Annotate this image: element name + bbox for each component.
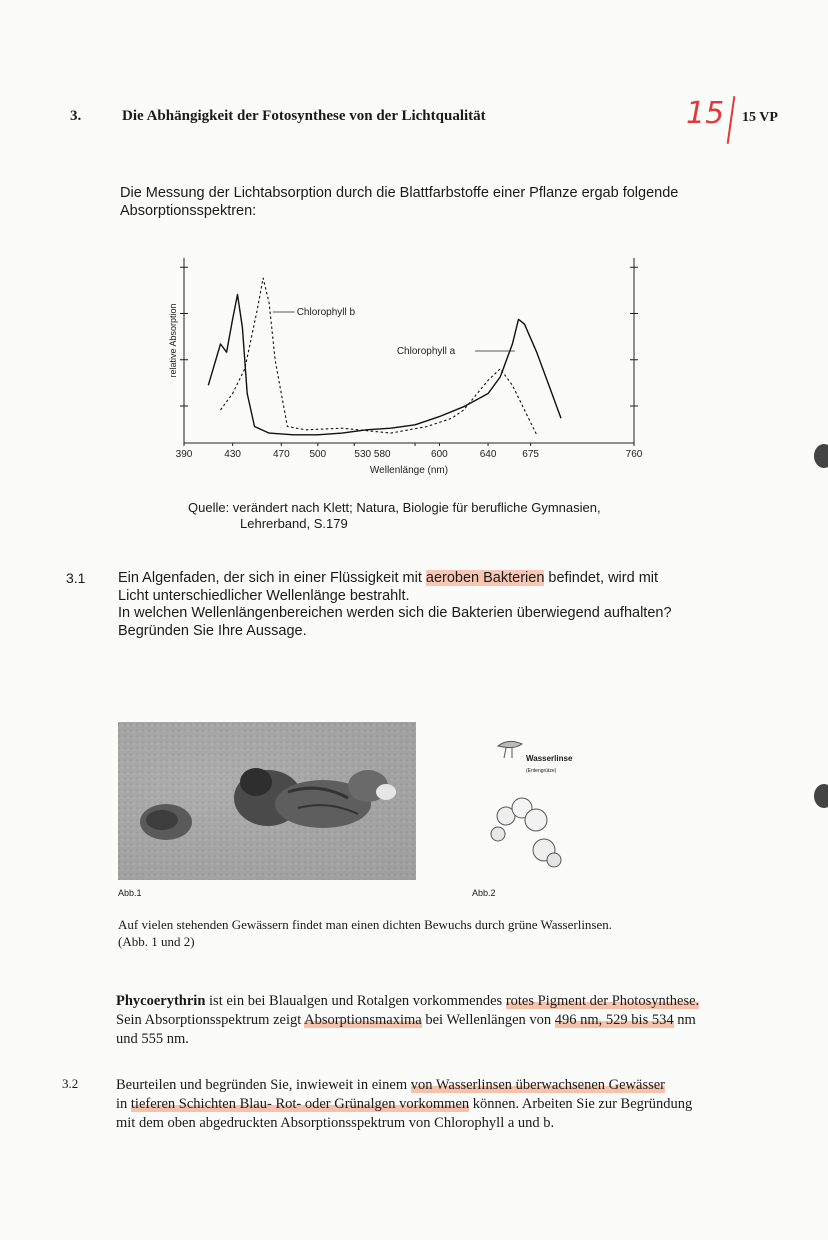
intro-line-1: Die Messung der Lichtabsorption durch die Blattfarbstoffe einer Pflanze ergab folgende bbox=[120, 185, 679, 201]
abb2-subtitle: (Entengrütze) bbox=[526, 768, 557, 774]
phyco-line-2: Sein Absorptionsspektrum zeigt Absorptionsmaxima bei Wellenlängen von 496 nm, 529 bis 534 nm bbox=[116, 1012, 696, 1028]
abb2-label: Abb.2 bbox=[472, 888, 496, 898]
task-3-2-number: 3.2 bbox=[62, 1076, 79, 1091]
intro-line-2: Absorptionsspektren: bbox=[120, 203, 257, 219]
x-tick-label: 500 bbox=[309, 449, 327, 460]
caption-line-1: Auf vielen stehenden Gewässern findet man einen dichten Bewuchs durch grüne Wasserlinsen. bbox=[118, 917, 613, 932]
hole-punch-2 bbox=[814, 784, 828, 808]
highlight-absorptionsmaxima: Absorptionsmaxima bbox=[304, 1012, 422, 1028]
intro-text bbox=[120, 184, 678, 220]
label-chlorophyll-b: Chlorophyll b bbox=[296, 307, 356, 318]
phycoerythrin-paragraph bbox=[116, 992, 816, 1049]
y-axis-label: relative Absorption bbox=[168, 303, 178, 378]
abb1-label: Abb.1 bbox=[118, 888, 142, 898]
phyco-line-3: und 555 nm. bbox=[116, 1031, 189, 1047]
handwritten-grade: 15 bbox=[686, 96, 725, 131]
abb1-duck-illustration bbox=[118, 722, 416, 880]
phyco-line-1: Phycoerythrin ist ein bei Blaualgen und Rotalgen vorkommendes rotes Pigment der Photosynthese. bbox=[116, 993, 700, 1009]
task-3-1-line-4: Begründen Sie Ihre Aussage. bbox=[118, 622, 307, 639]
highlight-wavelengths: 496 nm, 529 bis 534 bbox=[554, 1012, 674, 1028]
task-number: 3. bbox=[70, 108, 82, 124]
series-line-chlorophyll-a bbox=[208, 295, 561, 435]
abb1-photo bbox=[118, 722, 416, 880]
x-tick-label: 430 bbox=[224, 449, 241, 460]
x-tick-label: 675 bbox=[522, 449, 539, 460]
x-tick-label: 530 580 bbox=[354, 449, 391, 460]
task-3-2-line-3: mit dem oben abgedruckten Absorptionsspektrum von Chlorophyll a und b. bbox=[116, 1115, 555, 1131]
task-3-2-line-2: in tieferen Schichten Blau- Rot- oder Grünalgen vorkommen können. Arbeiten Sie zur Begründung bbox=[116, 1096, 693, 1112]
x-tick-label: 640 bbox=[479, 449, 497, 460]
source-line-1: Quelle: verändert nach Klett; Natura, Biologie für berufliche Gymnasien, bbox=[188, 500, 601, 515]
x-tick-label: 470 bbox=[272, 449, 290, 460]
task-3-1-line-3: In welchen Wellenlängenbereichen werden sich die Bakterien überwiegend aufhalten? bbox=[118, 605, 672, 621]
points-label: 15 VP bbox=[742, 110, 778, 125]
source-line-2: Lehrerband, S.179 bbox=[240, 516, 348, 531]
label-chlorophyll-a: Chlorophyll a bbox=[396, 346, 456, 357]
hole-punch-1 bbox=[814, 444, 828, 468]
grade-stroke bbox=[727, 96, 736, 144]
task-3-2-line-1: Beurteilen und begründen Sie, inwieweit in einem von Wasserlinsen überwachsenen Gewässer bbox=[116, 1077, 666, 1093]
x-tick-label: 390 bbox=[175, 449, 193, 460]
chart-plot-area bbox=[168, 258, 643, 476]
caption-line-2: (Abb. 1 und 2) bbox=[118, 934, 195, 949]
x-tick-label: 600 bbox=[431, 449, 448, 460]
highlight-aerobe-bakterien: aeroben Bakterien bbox=[425, 570, 545, 586]
absorption-chart bbox=[160, 250, 660, 480]
x-tick-label: 760 bbox=[625, 449, 643, 460]
task-3-2-text bbox=[116, 1076, 816, 1133]
highlight-rotes-pigment: rotes Pigment der Photosynthese. bbox=[505, 993, 700, 1009]
abb2-title: Wasserlinse bbox=[526, 754, 573, 763]
source-note bbox=[188, 500, 601, 532]
series-line-chlorophyll-b bbox=[221, 278, 537, 435]
highlight-wasserlinsen-gewaesser: von Wasserlinsen überwachsenen Gewässer bbox=[410, 1077, 666, 1093]
task-3-1-number: 3.1 bbox=[66, 570, 86, 586]
page-title: Die Abhängigkeit der Fotosynthese von der Lichtqualität bbox=[122, 108, 486, 124]
highlight-tiefere-schichten: tieferen Schichten Blau- Rot- oder Grünalgen vorkommen bbox=[130, 1096, 470, 1112]
task-3-1-line-1: Ein Algenfaden, der sich in einer Flüssigkeit mit aeroben Bakterien befindet, wird mit bbox=[118, 570, 659, 586]
figure-caption bbox=[118, 916, 612, 950]
task-3-1-line-2: Licht unterschiedlicher Wellenlänge bestrahlt. bbox=[118, 587, 410, 604]
x-axis-label: Wellenlänge (nm) bbox=[369, 465, 449, 476]
task-3-1-text bbox=[118, 570, 672, 640]
